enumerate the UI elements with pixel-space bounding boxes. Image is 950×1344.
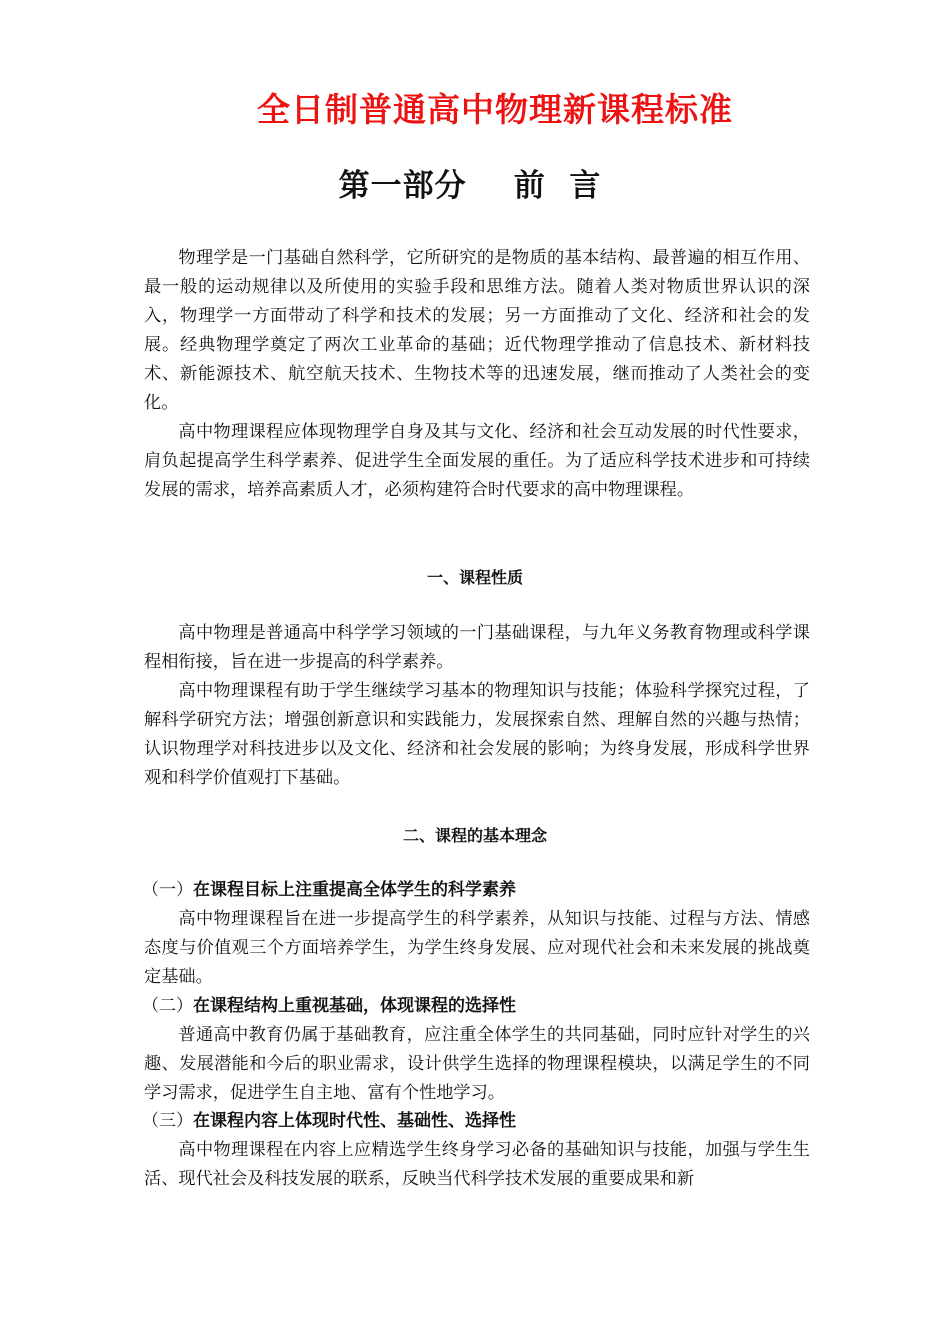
subsection-number: （一）: [142, 880, 193, 900]
subsection-heading-1: [142, 876, 822, 905]
subsection-title: 在课程内容上体现时代性、基础性、选择性: [193, 1111, 516, 1131]
subsection-number: （二）: [142, 996, 193, 1016]
preface-paragraph-1: 物理学是一门基础自然科学，它所研究的是物质的基本结构、最普遍的相互作用、最一般的运动规律以及所使用的实验手段和思维方法。随着人类对物质世界认识的深入，物理学一方面带动了科学和技术的发展；另一方面推动了文化、经济和社会的发展。经典物理学奠定了两次工业革命的基础；近代物理学推动了信息技术、新材料技术、新能源技术、航空航天技术、生物技术等的迅速发展，继而推动了人类社会的变化。: [144, 248, 810, 413]
subsection-paragraph-3: 高中物理课程在内容上应精选学生终身学习必备的基础知识与技能，加强与学生生活、现代社会及科技发展的联系，反映当代科学技术发展的重要成果和新: [144, 1140, 810, 1189]
subsection-title: 在课程目标上注重提高全体学生的科学素养: [193, 880, 516, 900]
section1-paragraph-2: 高中物理课程有助于学生继续学习基本的物理知识与技能；体验科学探究过程，了解科学研究方法；增强创新意识和实践能力，发展探索自然、理解自然的兴趣与热情；认识物理学对科技进步以及文化、经济和社会发展的影响；为终身发展，形成科学世界观和科学价值观打下基础。: [144, 681, 810, 788]
subsection-paragraph-2: 普通高中教育仍属于基础教育，应注重全体学生的共同基础，同时应针对学生的兴趣、发展潜能和今后的职业需求，设计供学生选择的物理课程模块，以满足学生的不同学习需求，促进学生自主地、富有个性地学习。: [144, 1025, 810, 1103]
part-title: 第一部分 前 言: [338, 168, 602, 204]
document-title: 全日制普通高中物理新课程标准: [257, 90, 733, 129]
section1-paragraph-1: 高中物理是普通高中科学学习领域的一门基础课程，与九年义务教育物理或科学课程相衔接，旨在进一步提高的科学素养。: [144, 623, 810, 672]
subsection-number: （三）: [142, 1111, 193, 1131]
subsection-paragraph-1: 高中物理课程旨在进一步提高学生的科学素养，从知识与技能、过程与方法、情感态度与价值观三个方面培养学生，为学生终身发展、应对现代社会和未来发展的挑战奠定基础。: [144, 909, 810, 987]
subsection-heading-2: [142, 992, 822, 1021]
subsection-title: 在课程结构上重视基础，体现课程的选择性: [193, 996, 516, 1016]
section-heading-nature: 一、课程性质: [426, 568, 523, 587]
subsection-heading-3: [142, 1107, 822, 1136]
preface-paragraph-2: 高中物理课程应体现物理学自身及其与文化、经济和社会互动发展的时代性要求，肩负起提高学生科学素养、促进学生全面发展的重任。为了适应科学技术进步和可持续发展的需求，培养高素质人才，必须构建符合时代要求的高中物理课程。: [144, 422, 810, 500]
section-heading-philosophy: 二、课程的基本理念: [402, 826, 547, 845]
